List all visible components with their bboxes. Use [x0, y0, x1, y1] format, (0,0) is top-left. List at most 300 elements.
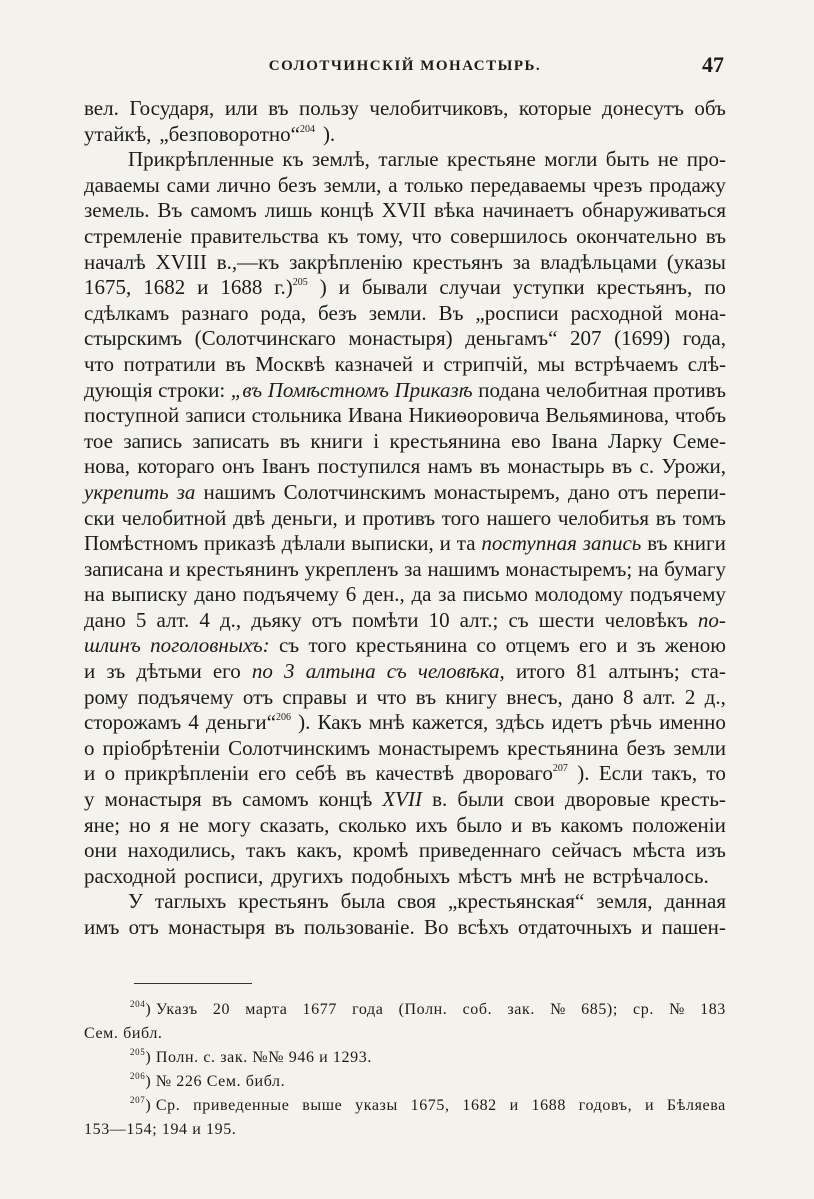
word-text: тому,: [357, 223, 404, 248]
word-text: концѣ: [318, 787, 373, 812]
word: [213, 659, 241, 685]
word: [84, 915, 119, 941]
word: [185, 403, 245, 429]
word-text: и: [169, 556, 181, 581]
word-text: ).: [577, 761, 590, 786]
word: [84, 838, 117, 864]
footnote-word: [532, 1094, 566, 1118]
word: [413, 250, 503, 276]
word-text: изъ: [695, 838, 726, 863]
word-text: в.,—къ: [216, 249, 280, 274]
text-line: [84, 685, 726, 711]
word-text: отцемъ: [505, 633, 570, 658]
word: [637, 633, 656, 659]
word-text: стрипчій,: [443, 351, 528, 376]
word: [84, 582, 105, 608]
word: [673, 429, 726, 455]
word-text: деньги,: [271, 505, 338, 530]
word: [478, 378, 540, 404]
word-text: запись: [123, 428, 183, 453]
word: [105, 761, 116, 787]
word: [460, 608, 499, 634]
word: [409, 403, 540, 429]
word: [199, 608, 210, 634]
word: [596, 889, 652, 915]
word: [593, 173, 642, 199]
footnote-word-text: указы: [355, 1097, 398, 1114]
word-text: Семе-: [672, 428, 726, 453]
footnote-word: [510, 1094, 519, 1118]
word: [346, 582, 357, 608]
word-text: находились,: [127, 838, 236, 863]
word: [106, 659, 125, 685]
word: [217, 250, 279, 276]
word-text: ста-: [690, 659, 726, 684]
word: [576, 659, 597, 685]
word: [608, 659, 679, 685]
word: [623, 685, 634, 711]
word-text: Урожи,: [661, 454, 726, 479]
word: [206, 710, 291, 736]
footnote-rule: [134, 983, 252, 984]
word: [233, 506, 265, 532]
word: [505, 557, 632, 583]
word: [363, 582, 405, 608]
word: [378, 147, 438, 173]
word: [540, 250, 657, 276]
word: [458, 864, 512, 890]
word: [507, 736, 618, 762]
word-text: дьяку: [251, 607, 302, 632]
word: [439, 301, 464, 327]
word: [84, 301, 169, 327]
word: [84, 173, 160, 199]
word-text: с.: [639, 454, 655, 479]
word-text: его: [258, 761, 287, 786]
word-text: подъячему: [137, 684, 234, 709]
word-text: (1699): [614, 326, 671, 351]
text-line: [84, 608, 726, 634]
word-text: въ: [611, 454, 633, 479]
word: [706, 224, 726, 250]
word-text: землѣ,: [311, 147, 370, 172]
word-text: пріобрѣтеніи: [102, 735, 221, 760]
word-text: ево: [511, 428, 541, 453]
word: [262, 454, 310, 480]
word: [465, 326, 557, 352]
word: [217, 173, 271, 199]
word: [544, 147, 597, 173]
word-text: слѣ-: [687, 351, 726, 376]
word-text: человѣкъ: [604, 607, 688, 632]
word: [675, 301, 726, 327]
word: [632, 813, 726, 839]
word-text: такъ: [246, 838, 286, 863]
word-text: года,: [682, 326, 726, 351]
word-text: свои: [513, 787, 555, 812]
footnote-ref: 206: [275, 712, 291, 724]
word-text: не: [564, 863, 585, 888]
word: [551, 429, 598, 455]
word: [84, 378, 153, 404]
text-line: [84, 531, 726, 557]
word: [299, 96, 359, 122]
word: [304, 915, 415, 941]
word: [129, 915, 159, 941]
word: [439, 275, 500, 301]
word-text: монастыря: [168, 915, 266, 939]
word: [84, 224, 182, 250]
word: [369, 710, 405, 736]
word: [463, 582, 528, 608]
word-text: алтынъ;: [608, 659, 680, 684]
word: [222, 454, 255, 480]
word: [457, 531, 476, 557]
footnote-number: 206: [130, 1071, 146, 1081]
word: [194, 582, 236, 608]
word: [577, 761, 589, 787]
word-text: Ивана: [347, 403, 403, 428]
word-text: (Солотчинскаго: [194, 326, 336, 351]
word: [506, 633, 570, 659]
word: [457, 787, 504, 813]
footnote-word: [245, 998, 287, 1022]
text-line: [84, 710, 726, 736]
word-text: ден.,: [362, 582, 405, 607]
word-text: Въ: [157, 198, 183, 223]
word-text: про-: [686, 147, 726, 172]
word-text: XVII: [381, 198, 427, 223]
text-line: [84, 454, 726, 480]
word: [475, 301, 558, 327]
word: [186, 557, 299, 583]
word: [231, 378, 262, 404]
footnote-paren: ): [145, 1073, 156, 1090]
word-text: двороваго: [463, 761, 553, 786]
word-text: Москвѣ: [255, 351, 326, 376]
word-text: отъ: [242, 684, 274, 709]
footnote-line: [84, 1046, 726, 1070]
word: [160, 813, 170, 839]
text-line: [84, 761, 726, 787]
word-text: крестьянина: [389, 428, 501, 453]
footnote-word: [669, 998, 685, 1022]
word: [659, 710, 726, 736]
word: [616, 633, 627, 659]
word-text: стремленіе: [84, 223, 183, 248]
word: [282, 685, 346, 711]
word-text: алтына: [305, 659, 376, 684]
text-line: [84, 173, 726, 199]
word-text: укрепленъ: [304, 556, 399, 581]
word-text: расходной: [570, 300, 663, 325]
word: [225, 96, 258, 122]
footnote-word: [130, 998, 198, 1022]
word: [138, 685, 234, 711]
word-text: мѣстъ: [458, 863, 513, 888]
word-text: книги: [310, 428, 363, 453]
word: [190, 198, 256, 224]
word-text: что: [84, 351, 114, 376]
word-text: онъ: [221, 454, 255, 479]
footnote-word: [633, 998, 654, 1022]
word: [84, 198, 150, 224]
word-text: объ: [694, 96, 726, 120]
word: [284, 480, 426, 506]
word: [84, 326, 182, 352]
word: [136, 608, 147, 634]
word: [388, 173, 397, 199]
page-number: 47: [702, 52, 724, 77]
word: [203, 480, 275, 506]
word: [177, 480, 196, 506]
word-text: Помѣстномъ: [84, 531, 198, 556]
word-text: Государя,: [129, 96, 215, 120]
word: [220, 275, 262, 301]
word-text: мнѣ: [368, 710, 405, 735]
word: [647, 531, 667, 557]
word-text: алт.;: [459, 607, 499, 632]
word: [632, 838, 685, 864]
word: [445, 685, 497, 711]
text-line: [84, 122, 726, 148]
word-text: въ: [211, 787, 233, 812]
footnote-text: 153—154; 194 и 195.: [84, 1121, 237, 1138]
word: [564, 864, 585, 890]
word-text: идетъ: [551, 710, 603, 735]
word-text: ): [319, 275, 327, 300]
word: [228, 736, 370, 762]
word-text: лично: [216, 172, 271, 197]
word: [606, 147, 650, 173]
word-text: ).: [298, 710, 311, 735]
word-text: крестьянинъ: [186, 556, 299, 581]
footnote-word-text: марта: [245, 1001, 288, 1018]
word: [662, 454, 727, 480]
word-text: прикрѣпленіи: [124, 761, 249, 786]
word-text: 10: [428, 607, 450, 632]
word-text: Въ: [438, 300, 464, 325]
word-text: 4: [188, 710, 199, 735]
word-text: чтобъ: [674, 403, 726, 428]
word-text: дано: [568, 479, 610, 504]
word: [318, 710, 362, 736]
word: [412, 224, 442, 250]
word-text: монастырь: [507, 454, 605, 479]
footnote-word: [645, 1094, 654, 1118]
word: [338, 813, 406, 839]
word: [558, 506, 649, 532]
word: [404, 173, 463, 199]
word-text: запись: [582, 531, 642, 556]
word-text: владѣльцами: [540, 249, 657, 274]
word-text: челобитчиковъ,: [369, 96, 509, 120]
word: [424, 915, 449, 941]
word: [348, 326, 452, 352]
word-text: приказѣ: [203, 531, 276, 556]
word-text: 8: [623, 684, 634, 709]
word-text: только: [404, 172, 464, 197]
word-text: безъ: [277, 172, 317, 197]
footnote-ref: 204: [299, 123, 315, 135]
word: [593, 864, 709, 890]
footnote-text: Сем. библ.: [84, 1025, 163, 1042]
footnote-word-text: Ср.: [155, 1097, 181, 1114]
word: [429, 608, 450, 634]
word: [675, 403, 726, 429]
word-text: земли.: [368, 300, 427, 325]
word-text: молодому: [534, 582, 624, 607]
footnote-word-text: Указъ: [155, 1001, 198, 1018]
word: [124, 761, 248, 787]
word-text: алт.: [642, 684, 676, 709]
word: [84, 352, 114, 378]
word-text: Ларку: [607, 428, 663, 453]
word-text: такъ,: [652, 761, 698, 786]
word-text: 2: [684, 684, 696, 709]
word: [150, 633, 270, 659]
word: [378, 736, 499, 762]
word-text: нашимъ: [203, 479, 276, 504]
footnote-word-text: (Полн.: [398, 1001, 448, 1018]
word-text: по: [251, 659, 273, 684]
word: [84, 454, 130, 480]
word: [665, 633, 726, 659]
running-title: СОЛОТЧИНСКІЙ МОНАСТЫРЬ.: [268, 58, 542, 74]
word: [280, 429, 300, 455]
word: [255, 352, 325, 378]
word: [243, 685, 273, 711]
word: [416, 685, 436, 711]
word: [348, 403, 403, 429]
word-text: шести: [538, 607, 595, 632]
text-line: [84, 480, 726, 506]
word-text: мѣста: [632, 838, 686, 863]
word-text: сейчасъ: [551, 838, 622, 863]
word-text: крестьянъ,: [596, 275, 693, 300]
word: [652, 761, 697, 787]
footnote-word: [213, 998, 230, 1022]
word: [320, 275, 327, 301]
word-text: всѣхъ: [457, 915, 509, 939]
word: [486, 506, 551, 532]
word: [178, 813, 199, 839]
footnote-word-text: №: [550, 1001, 566, 1018]
word: [84, 506, 115, 532]
word-text: случаи: [439, 275, 501, 300]
word: [552, 838, 622, 864]
word-text: подобныхъ: [351, 863, 451, 888]
footnote-word: [352, 998, 383, 1022]
word: [423, 352, 434, 378]
word-text: нашего: [486, 505, 552, 530]
word: [188, 710, 199, 736]
word-text: они: [84, 838, 117, 863]
word-text: разнаго: [181, 300, 249, 325]
footnote-word: [667, 1094, 726, 1118]
text-line: [84, 838, 726, 864]
word: [518, 915, 632, 941]
footnote-word: [302, 1094, 342, 1118]
word-text: поступился: [317, 454, 421, 479]
word-text: въ: [655, 505, 676, 530]
word-text: мы: [537, 351, 565, 376]
word: [660, 787, 726, 813]
word: [124, 352, 216, 378]
footnote-word: [579, 1094, 632, 1118]
word: [128, 889, 143, 915]
word: [440, 531, 451, 557]
word: [191, 224, 319, 250]
word: [123, 429, 182, 455]
page-header: [84, 52, 726, 86]
word: [335, 352, 413, 378]
word-text: уступки: [512, 275, 585, 300]
word: [458, 915, 509, 941]
word: [571, 301, 663, 327]
word: [599, 761, 643, 787]
word: [158, 378, 225, 404]
word: [344, 506, 355, 532]
word-text: выписки,: [351, 531, 434, 556]
word-text: 1682: [143, 275, 186, 300]
word: [84, 813, 120, 839]
word-text: и: [197, 275, 209, 300]
word: [297, 838, 343, 864]
word: [428, 557, 500, 583]
word-text: самомъ: [190, 198, 257, 223]
word-text: которые: [518, 96, 592, 120]
text-line: [84, 889, 726, 915]
word: [546, 378, 648, 404]
word: [129, 96, 214, 122]
word-text: да: [411, 582, 432, 607]
word-text: и: [356, 684, 368, 709]
word-text: монастыря: [104, 787, 202, 812]
footnote-line: [84, 1094, 726, 1118]
word-text: зъ: [106, 659, 126, 684]
word-text: началѣ: [84, 249, 146, 274]
word: [289, 250, 403, 276]
word: [84, 429, 113, 455]
footnote-ref: 207: [552, 763, 568, 775]
word: [389, 429, 500, 455]
word-text: подъячему: [242, 582, 339, 607]
word: [317, 454, 420, 480]
word-text: въ: [225, 351, 246, 376]
word-text: своя: [397, 889, 436, 914]
word: [346, 761, 366, 787]
word-text: поступной: [84, 403, 180, 428]
footnote-word-text: Бѣляева: [666, 1097, 726, 1114]
word: [84, 96, 119, 122]
word: [357, 224, 403, 250]
word-text: XVIII: [155, 249, 207, 274]
word: [373, 429, 379, 455]
word: [706, 761, 725, 787]
word: [618, 480, 648, 506]
footnote-word: [355, 1094, 398, 1118]
word-text: въ: [705, 223, 726, 248]
word-text: книги: [673, 531, 726, 556]
word-text: деньгамъ“: [465, 326, 558, 351]
word: [312, 608, 342, 634]
word-text: съ: [508, 607, 529, 632]
word-text: со: [476, 633, 497, 658]
word: [434, 480, 560, 506]
word-text: и: [616, 633, 628, 658]
word: [656, 480, 726, 506]
